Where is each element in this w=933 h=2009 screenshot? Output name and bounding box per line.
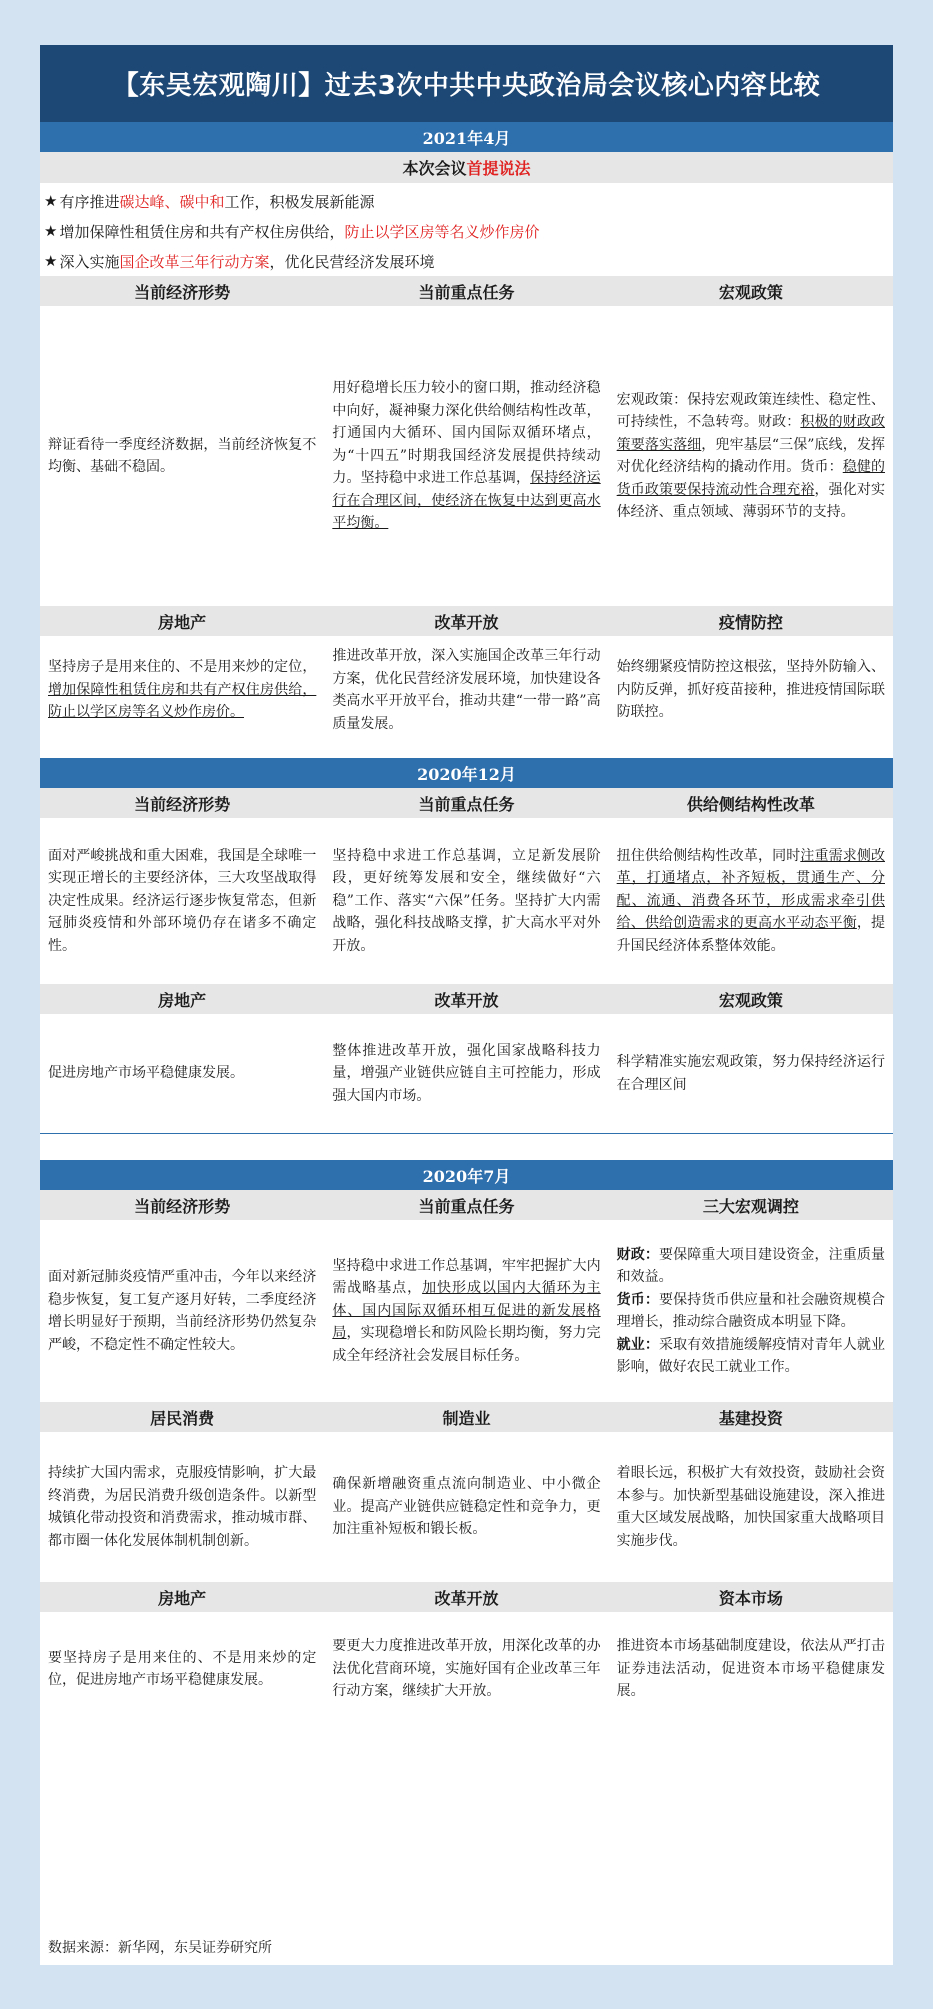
section-gap <box>40 744 893 758</box>
cell-text: 始终绷紧疫情防控这根弦，坚持外防输入、内防反弹，抓好疫苗接种，推进疫情国际联防联控。 <box>616 659 885 721</box>
cell-text-part: ，提升国民经济体系整体效能。 <box>616 915 885 954</box>
cell-text <box>617 845 885 958</box>
column-header: 当前重点任务 <box>418 794 515 814</box>
content-cell <box>609 1432 893 1582</box>
comparison-table <box>40 45 893 1965</box>
first-mention-highlight: 碳达峰、碳中和 <box>119 192 225 211</box>
first-mention-text: 增加保障性租赁住房和共有产权住房供给， <box>59 222 345 241</box>
content-cell <box>40 1014 324 1133</box>
cell-text: 推进改革开放，深入实施国企改革三年行动方案，优化民营经济发展环境，加快建设各类高水平开放平台，推动共建“一带一路”高质量发展。 <box>332 648 601 732</box>
content-cell <box>609 1612 893 1726</box>
first-mention-highlight: 国企改革三年行动方案 <box>119 252 270 271</box>
column-header: 资本市场 <box>718 1588 783 1608</box>
content-cell <box>40 818 324 984</box>
column-header: 当前经济形势 <box>134 794 231 814</box>
cell-text-underlined: 保持经济运行在合理区间，使经济在恢复中达到更高水平均衡。 <box>332 470 601 532</box>
cell-text: 整体推进改革开放，强化国家战略科技力量，增强产业链供应链自主可控能力，形成强大国内市场。 <box>332 1042 601 1104</box>
column-header: 三大宏观调控 <box>702 1196 799 1216</box>
column-header: 当前经济形势 <box>134 282 231 302</box>
content-cell <box>609 306 893 606</box>
cell-text-part: 宏观政策：保持宏观政策连续性、稳定性、可持续性，不急转弯。财政： <box>616 391 885 430</box>
content-cell <box>40 1432 324 1582</box>
column-header: 宏观政策 <box>718 282 783 302</box>
column-header: 房地产 <box>158 612 207 632</box>
first-mention-item <box>40 186 893 216</box>
column-header: 改革开放 <box>434 612 499 632</box>
column-header: 宏观政策 <box>718 990 783 1010</box>
cell-text-part: 坚持稳中求进工作总基调，牢牢把握扩大内需战略基点， <box>332 1257 601 1297</box>
cell-text-part: 坚持房子是用来住的、不是用来炒的定位， <box>48 659 317 676</box>
section-bar-2020-07: 2020年7月 <box>40 1160 893 1190</box>
cell-text: 面对新冠肺炎疫情严重冲击，今年以来经济稳步恢复，复工复产逐月好转，二季度经济增长明显好于预期，当前经济形势仍然复杂严峻，不稳定性不确定性较大。 <box>48 1269 317 1353</box>
cell-text <box>48 656 316 724</box>
first-mention-text: 工作，积极发展新能源 <box>224 192 375 211</box>
column-header: 房地产 <box>158 990 207 1010</box>
column-header: 基建投资 <box>718 1408 783 1428</box>
star-icon: ★ <box>44 252 58 270</box>
cell-text: 促进房地产市场平稳健康发展。 <box>48 1065 244 1082</box>
star-icon: ★ <box>44 192 58 210</box>
column-header: 当前重点任务 <box>418 282 515 302</box>
content-cell <box>609 818 893 984</box>
content-cell <box>324 1220 608 1402</box>
cell-label: 货币： <box>616 1291 660 1308</box>
content-cell <box>324 1432 608 1582</box>
first-mention-highlight: 防止以学区房等名义炒作房价 <box>344 222 540 241</box>
column-header: 当前重点任务 <box>418 1196 515 1216</box>
content-cell <box>40 636 324 744</box>
column-header: 当前经济形势 <box>134 1196 231 1216</box>
cell-text: 推进资本市场基础制度建设，依法从严打击证券违法活动，促进资本市场平稳健康发展。 <box>616 1638 885 1700</box>
cell-label: 就业： <box>616 1336 660 1353</box>
first-mention-text: 有序推进 <box>59 192 120 211</box>
cell-text-part: ，强化对实体经济、重点领域、薄弱环节的支持。 <box>616 481 885 520</box>
content-cell <box>40 1220 324 1402</box>
content-cell <box>324 1014 608 1133</box>
cell-text-part: 采取有效措施缓解疫情对青年人就业影响，做好农民工就业工作。 <box>616 1336 885 1375</box>
column-header: 制造业 <box>442 1408 491 1428</box>
cell-text: 面对严峻挑战和重大困难，我国是全球唯一实现正增长的主要经济体，三大攻坚战取得决定性成果。经济运行逐步恢复常态，但新冠肺炎疫情和外部环境仍存在诸多不确定性。 <box>48 847 317 954</box>
content-row <box>40 1220 893 1402</box>
page-title: 【东吴宏观陶川】过去3次中共中央政治局会议核心内容比较 <box>40 45 893 122</box>
cell-label: 财政： <box>616 1246 660 1263</box>
star-icon: ★ <box>44 222 58 240</box>
content-cell <box>324 818 608 984</box>
cell-text-underlined: 稳健的货币政策要保持流动性合理充裕 <box>616 459 885 498</box>
content-row <box>40 818 893 984</box>
data-source-note: 数据来源：新华网，东吴证券研究所 <box>48 1940 272 1956</box>
column-header-row <box>40 1402 893 1432</box>
content-cell <box>324 1612 608 1726</box>
cell-text: 持续扩大国内需求，克服疫情影响，扩大最终消费，为居民消费升级创造条件。以新型城镇化带动投资和消费需求，推动城市群、都市圈一体化发展体制机制创新。 <box>48 1465 317 1549</box>
content-cell <box>609 636 893 744</box>
first-mention-header-highlight: 首提说法 <box>466 159 531 178</box>
content-row <box>40 1014 893 1134</box>
content-row <box>40 636 893 744</box>
content-cell <box>609 1220 893 1402</box>
content-row <box>40 306 893 606</box>
cell-text <box>332 377 600 535</box>
cell-text: 着眼长远，积极扩大有效投资，鼓励社会资本参与。加快新型基础设施建设，深入推进重大区域发展战略，加快国家重大战略项目实施步伐。 <box>616 1465 885 1549</box>
column-header-row <box>40 1582 893 1612</box>
column-header-row <box>40 1190 893 1220</box>
cell-text-underlined: 加快形成以国内大循环为主体、国内国际双循环相互促进的新发展格局 <box>332 1280 601 1342</box>
section-gap <box>40 1134 893 1160</box>
cell-text-part: 用好稳增长压力较小的窗口期，推动经济稳中向好，凝神聚力深化供给侧结构性改革，打通国内大循环、国内国际双循环堵点，为“十四五”时期我国经济发展提供持续动力。坚持稳中求进工作总基调， <box>332 380 601 487</box>
cell-text <box>332 1255 600 1368</box>
column-header: 房地产 <box>158 1588 207 1608</box>
cell-text: 坚持稳中求进工作总基调，立足新发展阶段，更好统筹发展和安全，继续做好“六稳”工作、落实“六保”任务。坚持扩大内需战略，强化科技战略支撑，扩大高水平对外开放。 <box>332 847 601 954</box>
first-mention-item <box>40 216 893 246</box>
cell-text-underlined: 积极的财政政策要落实落细 <box>616 414 885 453</box>
cell-text: 确保新增融资重点流向制造业、中小微企业。提高产业链供应链稳定性和竞争力，更加注重补短板和锻长板。 <box>332 1476 601 1538</box>
column-header-row <box>40 788 893 818</box>
first-mention-text: ，优化民营经济发展环境 <box>269 252 435 271</box>
column-header: 疫情防控 <box>718 612 783 632</box>
column-header-row <box>40 276 893 306</box>
cell-text <box>617 389 885 524</box>
first-mention-header-prefix: 本次会议 <box>402 159 467 178</box>
section-bar-2021-04: 2021年4月 <box>40 122 893 152</box>
column-header: 改革开放 <box>434 1588 499 1608</box>
first-mention-text: 深入实施 <box>59 252 120 271</box>
cell-text: 科学精准实施宏观政策，努力保持经济运行在合理区间 <box>616 1054 885 1093</box>
first-mention-header <box>40 152 893 183</box>
first-mention-item <box>40 246 893 276</box>
cell-text: 要更大力度推进改革开放，用深化改革的办法优化营商环境，实施好国有企业改革三年行动方案，继续扩大开放。 <box>332 1638 601 1700</box>
cell-text-part: ，兜牢基层“三保”底线，发挥对优化经济结构的撬动作用。货币： <box>616 436 885 475</box>
cell-text-part: 要保障重大项目建设资金，注重质量和效益。 <box>616 1246 885 1285</box>
column-header: 供给侧结构性改革 <box>686 794 815 814</box>
cell-text-part: 要保持货币供应量和社会融资规模合理增长，推动综合融资成本明显下降。 <box>616 1291 885 1330</box>
cell-text: 辩证看待一季度经济数据，当前经济恢复不均衡、基础不稳固。 <box>48 436 317 475</box>
content-row <box>40 1432 893 1582</box>
content-cell <box>40 306 324 606</box>
column-header-row <box>40 606 893 636</box>
cell-text-part: 扭住供给侧结构性改革，同时 <box>616 847 801 864</box>
content-cell <box>609 1014 893 1133</box>
section-bar-2020-12: 2020年12月 <box>40 758 893 788</box>
column-header: 居民消费 <box>150 1408 215 1428</box>
content-cell <box>324 636 608 744</box>
content-row <box>40 1612 893 1726</box>
cell-text-underlined: 注重需求侧改革，打通堵点，补齐短板，贯通生产、分配、流通、消费各环节，形成需求牵引供给、供给创造需求的更高水平动态平衡 <box>616 847 885 932</box>
content-cell <box>324 306 608 606</box>
cell-text <box>617 1244 885 1379</box>
cell-text: 要坚持房子是用来住的、不是用来炒的定位，促进房地产市场平稳健康发展。 <box>48 1649 317 1688</box>
cell-text-underlined: 增加保障性租赁住房和共有产权住房供给，防止以学区房等名义炒作房价。 <box>48 681 317 721</box>
column-header-row <box>40 984 893 1014</box>
cell-text-part: ，实现稳增长和防风险长期均衡，努力完成全年经济社会发展目标任务。 <box>332 1325 601 1364</box>
content-cell <box>40 1612 324 1726</box>
column-header: 改革开放 <box>434 990 499 1010</box>
